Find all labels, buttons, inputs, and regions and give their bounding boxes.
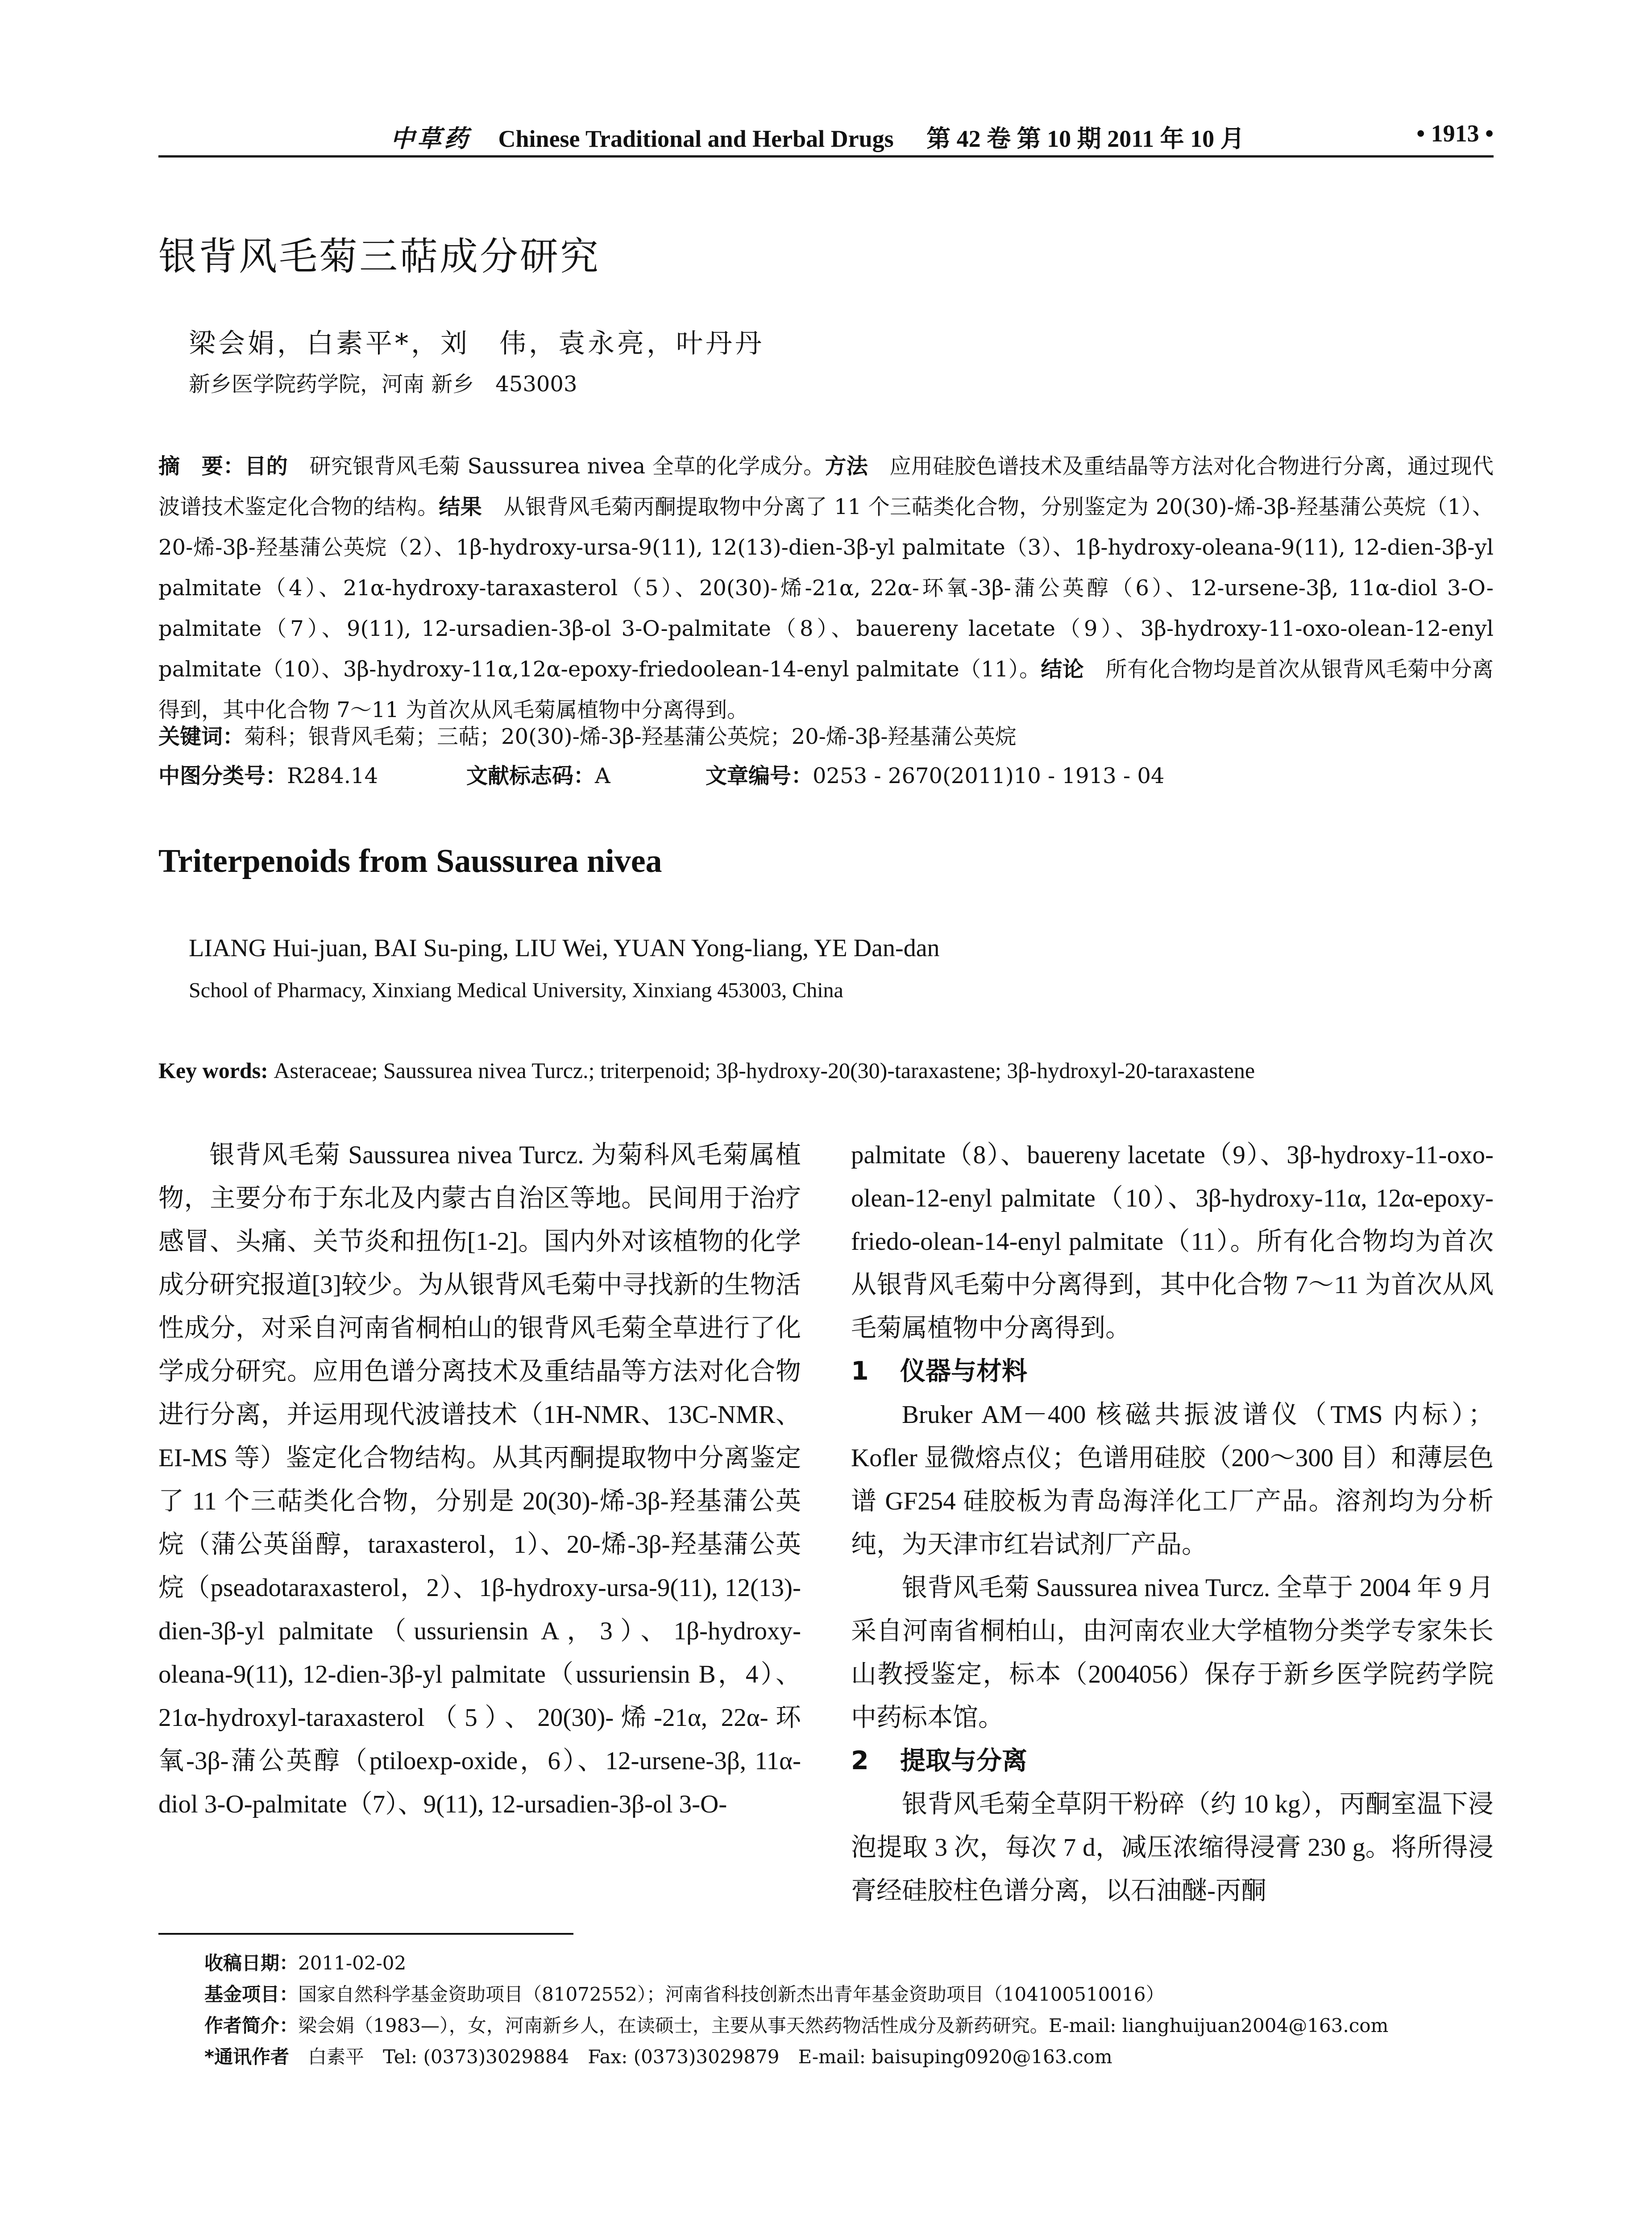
footnote-rule — [158, 1933, 573, 1935]
method-text: 应用硅胶色谱技术及重结晶等方法对化合物进行分离，通过现代波谱技术鉴定化合物的结构。 — [158, 454, 1494, 519]
article-no-item — [706, 759, 1164, 789]
method-label: 方法 — [825, 454, 868, 479]
section-2-number: 2 — [851, 1746, 869, 1775]
extraction-paragraph: 银背风毛菊全草阴干粉碎（约 10 kg），丙酮室温下浸泡提取 3 次，每次 7 d，减压浓缩得浸膏 230 g。将所得浸膏经硅胶柱色谱分离，以石油醚-丙酮 — [851, 1790, 1494, 1905]
received-date-line — [204, 1948, 1494, 1979]
clc-label: 中图分类号： — [158, 763, 287, 788]
authors-cn: 梁会娟，白素平*，刘 伟，袁永亮，叶丹丹 — [189, 328, 764, 359]
keywords-cn-label: 关键词： — [158, 724, 245, 749]
body-column-left — [158, 1133, 801, 1826]
keywords-cn — [158, 719, 1494, 750]
instruments-paragraph: Bruker AM－400 核磁共振波谱仪（TMS 内标）；Kofler 显微熔点仪；色谱用硅胶（200～300 目）和薄层色谱 GF254 硅胶板为青岛海洋化工厂产品。溶剂均为分析纯，为天津市红岩试剂厂产品。 — [851, 1401, 1494, 1559]
fund-label: 基金项目： — [204, 1983, 299, 2005]
objective-label: 目的 — [245, 454, 288, 479]
material-paragraph: 银背风毛菊 Saussurea nivea Turcz. 全草于 2004 年 9 月采自河南省桐柏山，由河南农业大学植物分类学专家朱长山教授鉴定，标本（2004056）保存于新乡医学院药学院中药标本馆。 — [851, 1574, 1494, 1732]
doc-code-label: 文献标志码： — [466, 763, 595, 788]
article-no-value: 0253 - 2670(2011)10 - 1913 - 04 — [813, 763, 1165, 788]
doc-code-value: A — [595, 763, 610, 788]
footnotes — [204, 1948, 1494, 2073]
abstract-label: 摘 要： — [158, 454, 245, 479]
result-label: 结果 — [439, 494, 482, 519]
page-number: • 1913 • — [1416, 120, 1494, 147]
objective-text: 研究银背风毛菊 Saussurea nivea 全草的化学成分。 — [288, 454, 825, 479]
doc-code-item — [466, 759, 706, 789]
section-1-number: 1 — [851, 1356, 869, 1386]
corresponding-author-line — [204, 2041, 1494, 2073]
conclusion-label: 结论 — [1041, 657, 1084, 682]
issue-info: 第 42 卷 第 10 期 2011 年 10 月 — [926, 125, 1245, 152]
keywords-en-text: Asteraceae; Saussurea nivea Turcz.; triterpenoid; 3β-hydroxy-20(30)-taraxastene; 3β-hydroxyl-20-taraxastene — [274, 1058, 1255, 1083]
header-rule — [158, 155, 1494, 158]
title-en: Triterpenoids from Saussurea nivea — [158, 843, 662, 879]
bio-value: 梁会娟（1983—），女，河南新乡人，在读硕士，主要从事天然药物活性成分及新药研究。E-mail: lianghuijuan2004@163.com — [298, 2015, 1389, 2036]
section-heading-1 — [851, 1350, 1494, 1393]
result-text: 从银背风毛菊丙酮提取物中分离了 11 个三萜类化合物，分别鉴定为 20(30)-烯-3β-羟基蒲公英烷（1）、20-烯-3β-羟基蒲公英烷（2）、1β-hydroxy-ursa-9(11), 12(13)-dien-3β-yl palmitate（3）、1β-hydroxy-oleana-9(11), 12-dien-3β-yl palmitate（4）、21α-hydroxy-taraxasterol（5）、20(30)-烯-21α, 22α-环氧-3β-蒲公英醇（6）、12-ursene-3β, 11α-diol 3-O-palmitate（7）、9(11), 12-ursadien-3β-ol 3-O-palmitate（8）、bauereny lacetate（9）、3β-hydroxy-11-oxo-olean-12-enyl palmitate（10）、3β-hydroxy-11α,12α-epoxy-friedoolean-14-enyl palmitate（11）。 — [158, 494, 1494, 682]
corr-value: 白素平 Tel: (0373)3029884 Fax: (0373)3029879 E-mail: baisuping0920@163.com — [307, 2046, 1112, 2068]
conclusion-text: 所有化合物均是首次从银背风毛菊中分离得到，其中化合物 7～11 为首次从风毛菊属植物中分离得到。 — [158, 657, 1494, 722]
body-column-right — [851, 1133, 1494, 1912]
corr-label: *通讯作者 — [204, 2046, 308, 2068]
article-no-label: 文章编号： — [706, 763, 813, 788]
title-cn: 银背风毛菊三萜成分研究 — [158, 234, 600, 279]
author-bio-line — [204, 2010, 1494, 2041]
clc-value: R284.14 — [287, 763, 378, 788]
journal-info — [390, 120, 1245, 154]
classification-line — [158, 759, 1494, 789]
received-value: 2011-02-02 — [298, 1952, 407, 1974]
bio-label: 作者简介： — [204, 2015, 299, 2036]
received-label: 收稿日期： — [204, 1952, 299, 1974]
section-1-title: 仪器与材料 — [900, 1356, 1027, 1386]
fund-value: 国家自然科学基金资助项目（81072552）；河南省科技创新杰出青年基金资助项目（104100510016） — [298, 1983, 1165, 2005]
journal-name-cn: 中草药 — [390, 125, 471, 152]
intro-continued: palmitate（8）、bauereny lacetate（9）、3β-hydroxy-11-oxo-olean-12-enyl palmitate（10）、3β-hydroxy-11α, 12α-epoxy-friedo-olean-14-enyl palmitate（11）。所有化合物均为首次从银背风毛菊中分离得到，其中化合物 7～11 为首次从风毛菊属植物中分离得到。 — [851, 1141, 1494, 1342]
abstract-cn — [158, 446, 1494, 730]
keywords-cn-text: 菊科；银背风毛菊；三萜；20(30)-烯-3β-羟基蒲公英烷；20-烯-3β-羟基蒲公英烷 — [244, 724, 1017, 749]
running-header — [158, 120, 1494, 155]
intro-paragraph: 银背风毛菊 Saussurea nivea Turcz. 为菊科风毛菊属植物，主要分布于东北及内蒙古自治区等地。民间用于治疗感冒、头痛、关节炎和扭伤[1-2]。国内外对该植物的化学成分研究报道[3]较少。为从银背风毛菊中寻找新的生物活性成分，对采自河南省桐柏山的银背风毛菊全草进行了化学成分研究。应用色谱分离技术及重结晶等方法对化合物进行分离，并运用现代波谱技术（1H-NMR、13C-NMR、EI-MS 等）鉴定化合物结构。从其丙酮提取物中分离鉴定了 11 个三萜类化合物，分别是 20(30)-烯-3β-羟基蒲公英烷（蒲公英甾醇，taraxasterol，1）、20-烯-3β-羟基蒲公英烷（pseadotaraxasterol，2）、1β-hydroxy-ursa-9(11), 12(13)-dien-3β-yl palmitate（ussuriensin A，3）、1β-hydroxy-oleana-9(11), 12-dien-3β-yl palmitate（ussuriensin B，4）、21α-hydroxyl-taraxasterol（5）、20(30)-烯-21α, 22α-环氧-3β-蒲公英醇（ptiloexp-oxide，6）、12-ursene-3β, 11α-diol 3-O-palmitate（7）、9(11), 12-ursadien-3β-ol 3-O- — [158, 1141, 801, 1818]
fund-line — [204, 1979, 1494, 2010]
journal-name-en: Chinese Traditional and Herbal Drugs — [498, 125, 894, 152]
section-2-title: 提取与分离 — [900, 1746, 1027, 1775]
affiliation-en: School of Pharmacy, Xinxiang Medical University, Xinxiang 453003, China — [189, 979, 843, 1002]
section-heading-2 — [851, 1739, 1494, 1783]
keywords-en-label: Key words: — [158, 1058, 274, 1083]
keywords-en — [158, 1057, 1494, 1083]
authors-en: LIANG Hui-juan, BAI Su-ping, LIU Wei, YUAN Yong-liang, YE Dan-dan — [189, 934, 940, 962]
clc-item — [158, 759, 466, 789]
affiliation-cn: 新乡医学院药学院，河南 新乡 453003 — [189, 372, 577, 397]
